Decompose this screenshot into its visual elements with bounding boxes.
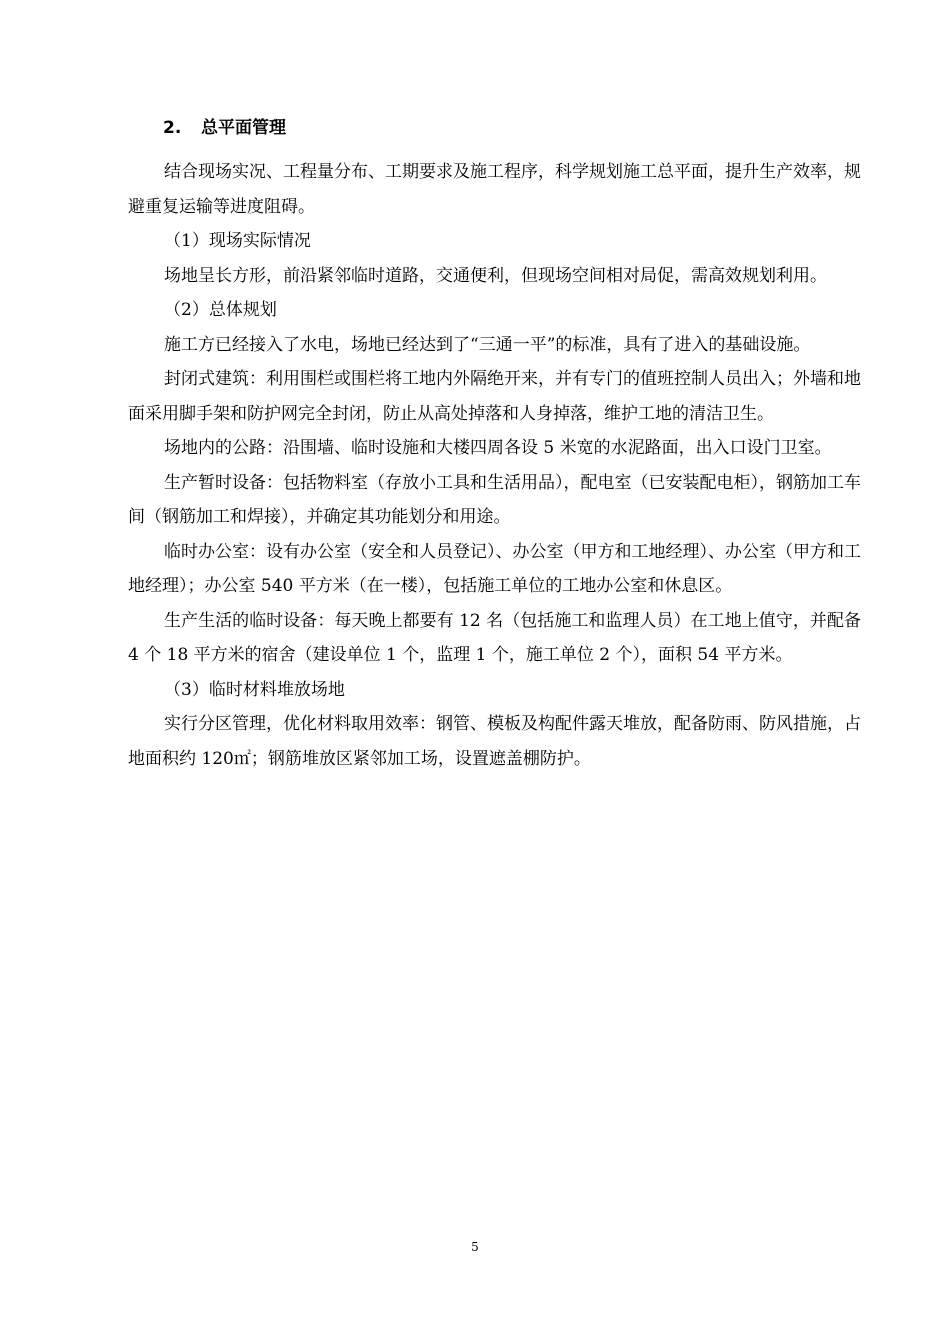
roads-paragraph: 场地内的公路：沿围墙、临时设施和大楼四周各设 5 米宽的水泥路面，出入口设门卫室。	[164, 438, 832, 458]
enclosure-paragraph: 封闭式建筑：利用围栏或围栏将工地内外隔绝开来，并有专门的值班控制人员出入；外墙和地面采用脚手架和防护网完全封闭，防止从高处掉落和人身掉落，维护工地的清洁卫生。	[128, 369, 861, 424]
site-paragraph: 场地呈长方形，前沿紧邻临时道路，交通便利，但现场空间相对局促，需高效规划利用。	[164, 265, 827, 286]
intro-paragraph: 结合现场实况、工程量分布、工期要求及施工程序，科学规划施工总平面，提升生产效率，规避重复运输等进度阻碍。	[128, 162, 861, 217]
subheading-overall-plan: （2）总体规划	[164, 300, 277, 320]
living-facilities-paragraph: 生产生活的临时设备：每天晚上都要有 12 名（包括施工和监理人员）在工地上值守，并配备 4 个 18 平方米的宿舍（建设单位 1 个，监理 1 个，施工单位 2 个），面积 54 平方米。	[128, 610, 861, 665]
temporary-office-paragraph: 临时办公室：设有办公室（安全和人员登记）、办公室（甲方和工地经理）、办公室（甲方和工地经理）；办公室 540 平方米（在一楼），包括施工单位的工地办公室和休息区。	[128, 541, 861, 596]
section-number: 2.	[163, 118, 182, 138]
production-facilities-paragraph: 生产暂时设备：包括物料室（存放小工具和生活用品），配电室（已安装配电柜），钢筋加工车间（钢筋加工和焊接），并确定其功能划分和用途。	[128, 472, 861, 527]
subheading-site-conditions: （1）现场实际情况	[164, 231, 311, 251]
section-title: 总平面管理	[201, 118, 286, 138]
materials-paragraph: 实行分区管理，优化材料取用效率：钢管、模板及构配件露天堆放，配备防雨、防风措施，占地面积约 120㎡；钢筋堆放区紧邻加工场，设置遮盖棚防护。	[128, 714, 861, 769]
page-number: 5	[471, 1240, 479, 1254]
utilities-paragraph: 施工方已经接入了水电，场地已经达到了“三通一平”的标准，具有了进入的基础设施。	[164, 334, 811, 355]
section-heading	[163, 116, 286, 140]
subheading-material-storage: （3）临时材料堆放场地	[164, 679, 345, 700]
body-text	[128, 155, 861, 776]
